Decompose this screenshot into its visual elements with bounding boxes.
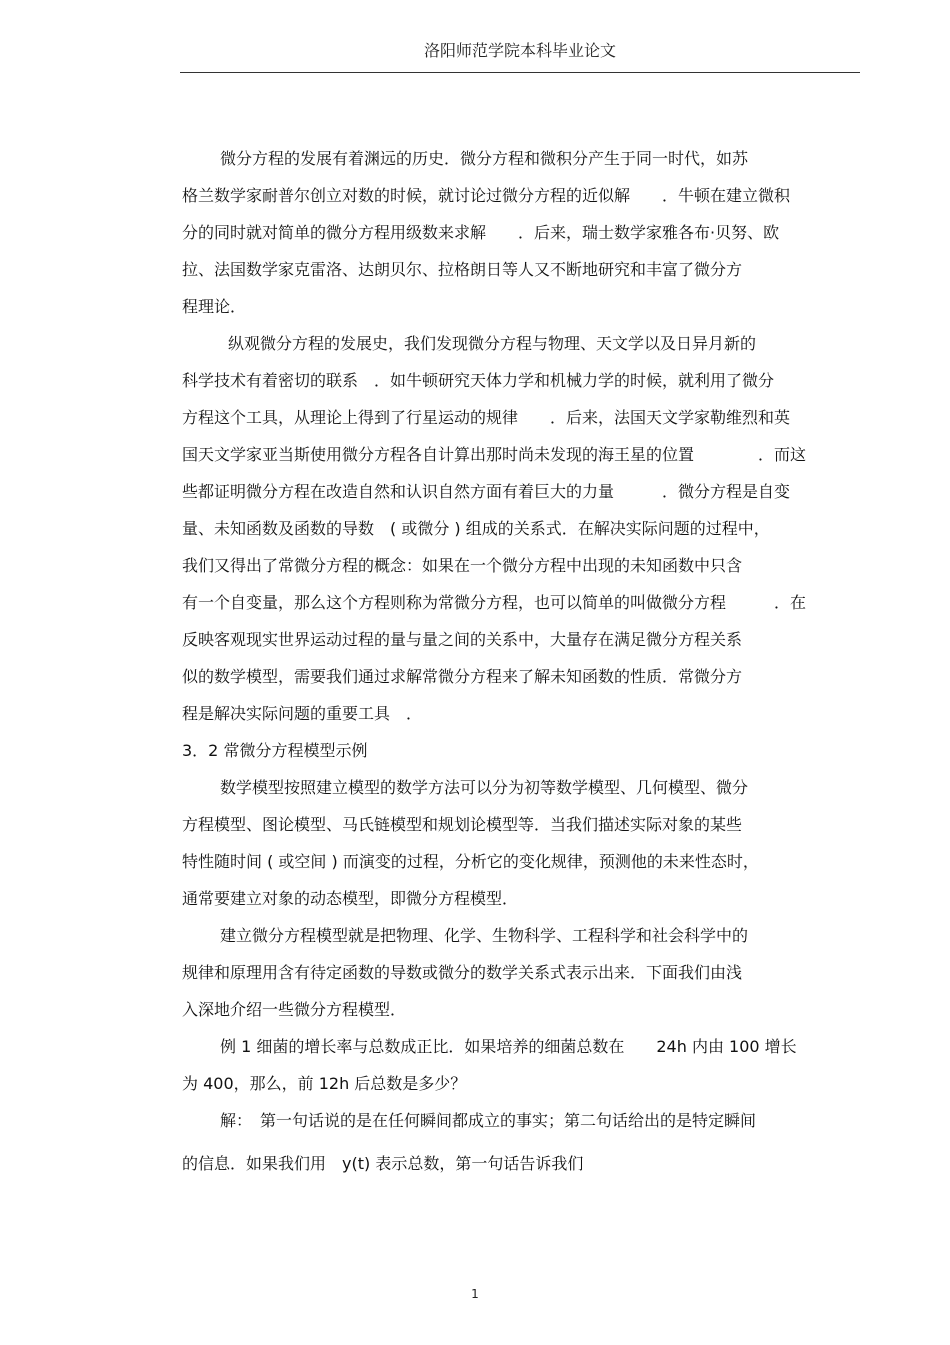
text-line: 通常要建立对象的动态模型，即微分方程模型． bbox=[182, 889, 519, 908]
text-line: 似的数学模型，需要我们通过求解常微分方程来了解未知函数的性质．常微分方 bbox=[182, 667, 743, 686]
text-line: 入深地介绍一些微分方程模型． bbox=[182, 1000, 407, 1019]
section-heading: 3．2 常微分方程模型示例 bbox=[182, 741, 368, 760]
text-line: 微分方程的发展有着渊远的历史．微分方程和微积分产生于同一时代，如苏 bbox=[220, 149, 749, 168]
text-line: 反映客观现实世界运动过程的量与量之间的关系中，大量存在满足微分方程关系 bbox=[182, 630, 743, 649]
text-line: 科学技术有着密切的联系 ．如牛顿研究天体力学和机械力学的时候，就利用了微分 bbox=[182, 371, 775, 390]
text-line: 格兰数学家耐普尔创立对数的时候，就讨论过微分方程的近似解 ．牛顿在建立微积 bbox=[182, 186, 791, 205]
text-line: 建立微分方程模型就是把物理、化学、生物科学、工程科学和社会科学中的 bbox=[220, 926, 749, 945]
text-line: 些都证明微分方程在改造自然和认识自然方面有着巨大的力量 ．微分方程是自变 bbox=[182, 482, 791, 501]
text-line: 特性随时间 ( 或空间 ) 而演变的过程，分析它的变化规律，预测他的未来性态时， bbox=[182, 852, 759, 871]
text-line: 分的同时就对简单的微分方程用级数来求解 ．后来，瑞士数学家雅各布·贝努、欧 bbox=[182, 223, 780, 242]
text-line: 为 400，那么，前 12h 后总数是多少？ bbox=[182, 1074, 467, 1093]
text-line: 程理论． bbox=[182, 297, 247, 316]
text-line: 量、未知函数及函数的导数 ( 或微分 ) 组成的关系式．在解决实际问题的过程中， bbox=[182, 519, 770, 538]
text-line: 拉、法国数学家克雷洛、达朗贝尔、拉格朗日等人又不断地研究和丰富了微分方 bbox=[182, 260, 743, 279]
solution-line: 解： 第一句话说的是在任何瞬间都成立的事实；第二句话给出的是特定瞬间 bbox=[220, 1111, 757, 1130]
text-line: 国天文学家亚当斯使用微分方程各自计算出那时尚未发现的海王星的位置 ．而这 bbox=[182, 445, 807, 464]
text-line: 方程模型、图论模型、马氏链模型和规划论模型等．当我们描述实际对象的某些 bbox=[182, 815, 743, 834]
text-line: 程是解决实际问题的重要工具 ． bbox=[182, 704, 423, 723]
text-line: 我们又得出了常微分方程的概念：如果在一个微分方程中出现的未知函数中只含 bbox=[182, 556, 743, 575]
running-header: 洛阳师范学院本科毕业论文 bbox=[423, 41, 616, 60]
page-number: 1 bbox=[471, 1287, 479, 1301]
text-line: 数学模型按照建立模型的数学方法可以分为初等数学模型、几何模型、微分 bbox=[220, 778, 749, 797]
text-line: 方程这个工具，从理论上得到了行星运动的规律 ．后来，法国天文学家勒维烈和英 bbox=[182, 408, 791, 427]
text-line: 的信息．如果我们用 y(t) 表示总数，第一句话告诉我们 bbox=[182, 1154, 584, 1173]
text-line: 纵观微分方程的发展史，我们发现微分方程与物理、天文学以及日异月新的 bbox=[228, 334, 757, 353]
example-line: 例 1 细菌的增长率与总数成正比．如果培养的细菌总数在 24h 内由 100 增长 bbox=[220, 1037, 797, 1056]
header-divider bbox=[180, 72, 860, 73]
text-line: 规律和原理用含有待定函数的导数或微分的数学关系式表示出来．下面我们由浅 bbox=[182, 963, 743, 982]
text-line: 有一个自变量，那么这个方程则称为常微分方程，也可以简单的叫做微分方程 ．在 bbox=[182, 593, 807, 612]
